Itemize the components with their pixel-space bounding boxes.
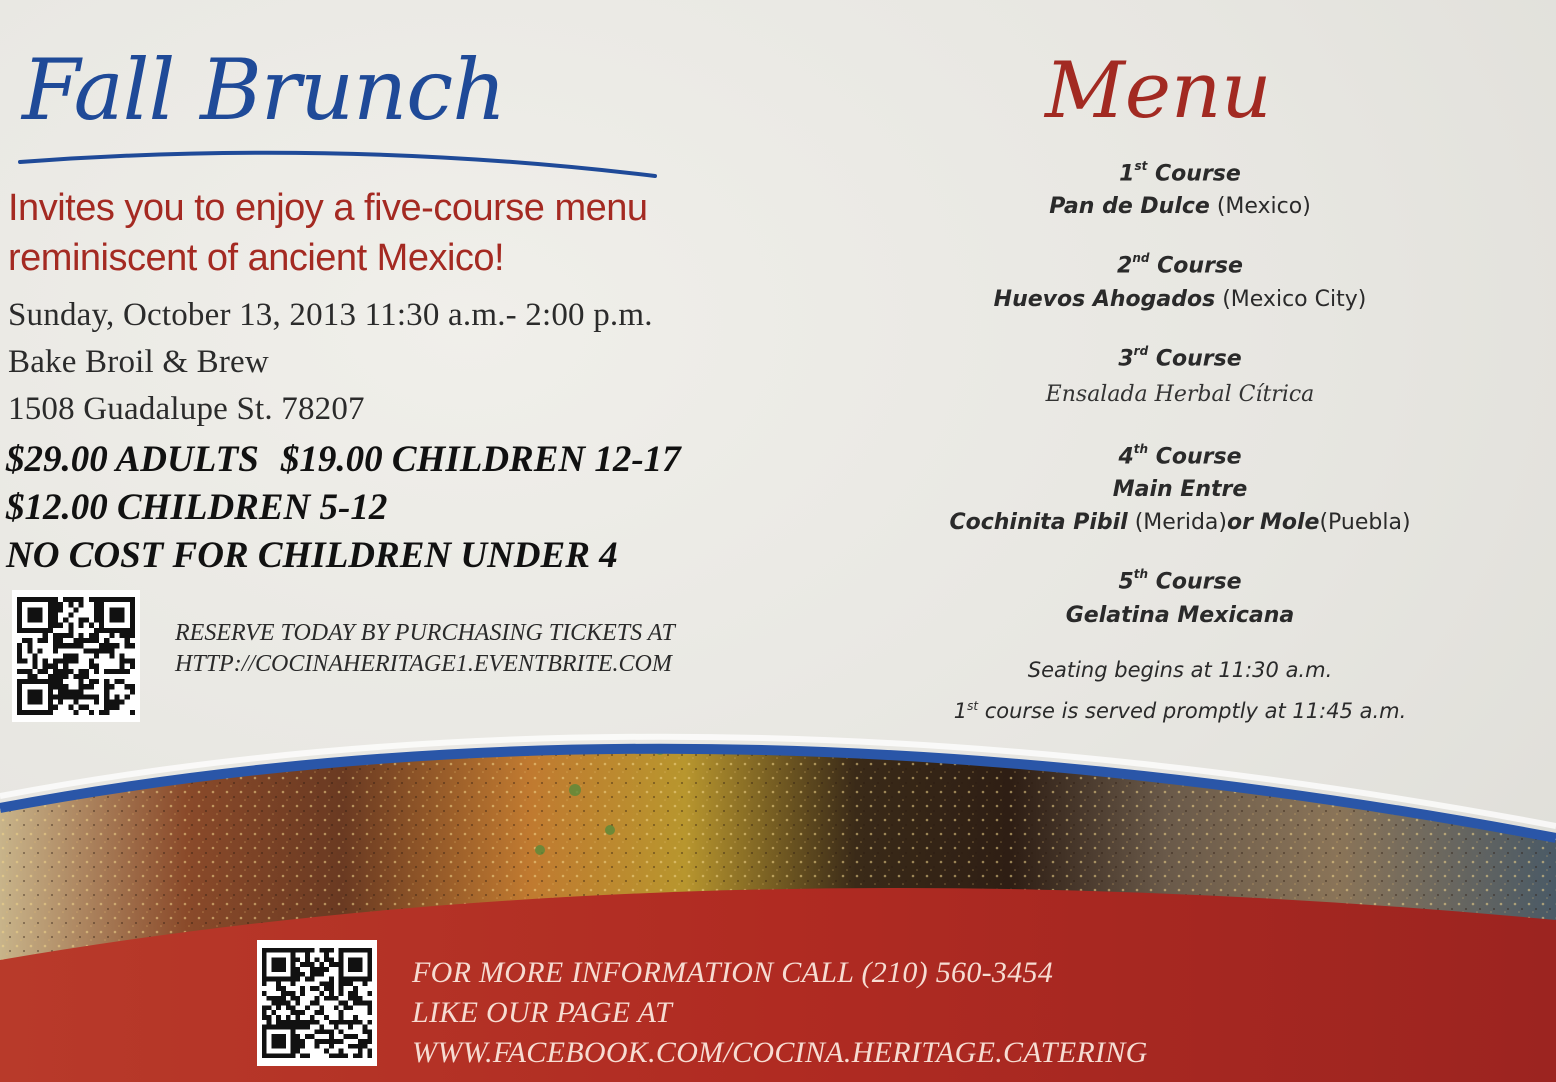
- course-2: [880, 244, 1480, 316]
- footer-contact: [412, 953, 1412, 1073]
- qr-code-icon[interactable]: [257, 940, 377, 1066]
- course-dish: Gelatina Mexicana: [1065, 602, 1295, 628]
- venue-address: 1508 Guadalupe St. 78207: [8, 391, 365, 427]
- price-children: $12.00 CHILDREN 5-12: [6, 487, 388, 528]
- course-4: [880, 435, 1480, 540]
- event-details: [8, 292, 808, 433]
- course-subtitle: Main Entre: [1112, 477, 1248, 503]
- course-heading: 2nd Course: [1117, 251, 1243, 279]
- course-5: [880, 560, 1480, 631]
- reserve-info: [175, 618, 795, 680]
- venue-name: Bake Broil & Brew: [8, 344, 269, 380]
- facebook-link[interactable]: WWW.FACEBOOK.COM/COCINA.HERITAGE.CATERING: [412, 1036, 1148, 1069]
- menu-title: Menu: [1045, 46, 1272, 136]
- course-dish: Huevos Ahogados (Mexico City): [993, 286, 1367, 312]
- invitation-line: Invites you to enjoy a five-course menu: [8, 187, 648, 229]
- price-adults: $29.00 ADULTS: [6, 439, 259, 480]
- service-time: 1st course is served promptly at 11:45 a.m.: [953, 698, 1407, 723]
- course-dish: Ensalada Herbal Cítrica: [1045, 381, 1315, 407]
- course-dish: Cochinita Pibil (Merida)or Mole(Puebla): [949, 510, 1411, 536]
- ticket-prices: [6, 436, 826, 580]
- course-dish: Pan de Dulce (Mexico): [1049, 194, 1311, 220]
- course-heading: 5th Course: [1118, 567, 1242, 595]
- course-heading: 3rd Course: [1118, 343, 1242, 371]
- course-heading: 1st Course: [1119, 159, 1241, 187]
- seating-time: Seating begins at 11:30 a.m.: [1027, 657, 1333, 682]
- event-title: Fall Brunch: [22, 41, 506, 139]
- price-teens: $19.00 CHILDREN 12-17: [280, 439, 681, 480]
- invitation-text: [8, 183, 788, 283]
- eventbrite-link[interactable]: HTTP://COCINAHERITAGE1.EVENTBRITE.COM: [175, 651, 672, 677]
- price-row: [6, 436, 826, 484]
- event-date-time: Sunday, October 13, 2013 11:30 a.m.- 2:00 p.m.: [8, 297, 653, 333]
- course-heading: 4th Course: [1118, 441, 1242, 470]
- menu-list: [880, 152, 1480, 729]
- invitation-line: reminiscent of ancient Mexico!: [8, 237, 505, 279]
- reserve-text: RESERVE TODAY BY PURCHASING TICKETS AT: [175, 620, 675, 646]
- course-3: [880, 337, 1480, 415]
- phone-info: FOR MORE INFORMATION CALL (210) 560-3454: [412, 956, 1054, 989]
- facebook-label: LIKE OUR PAGE AT: [412, 996, 673, 1029]
- price-free: NO COST FOR CHILDREN UNDER 4: [6, 535, 618, 576]
- course-1: [880, 152, 1480, 224]
